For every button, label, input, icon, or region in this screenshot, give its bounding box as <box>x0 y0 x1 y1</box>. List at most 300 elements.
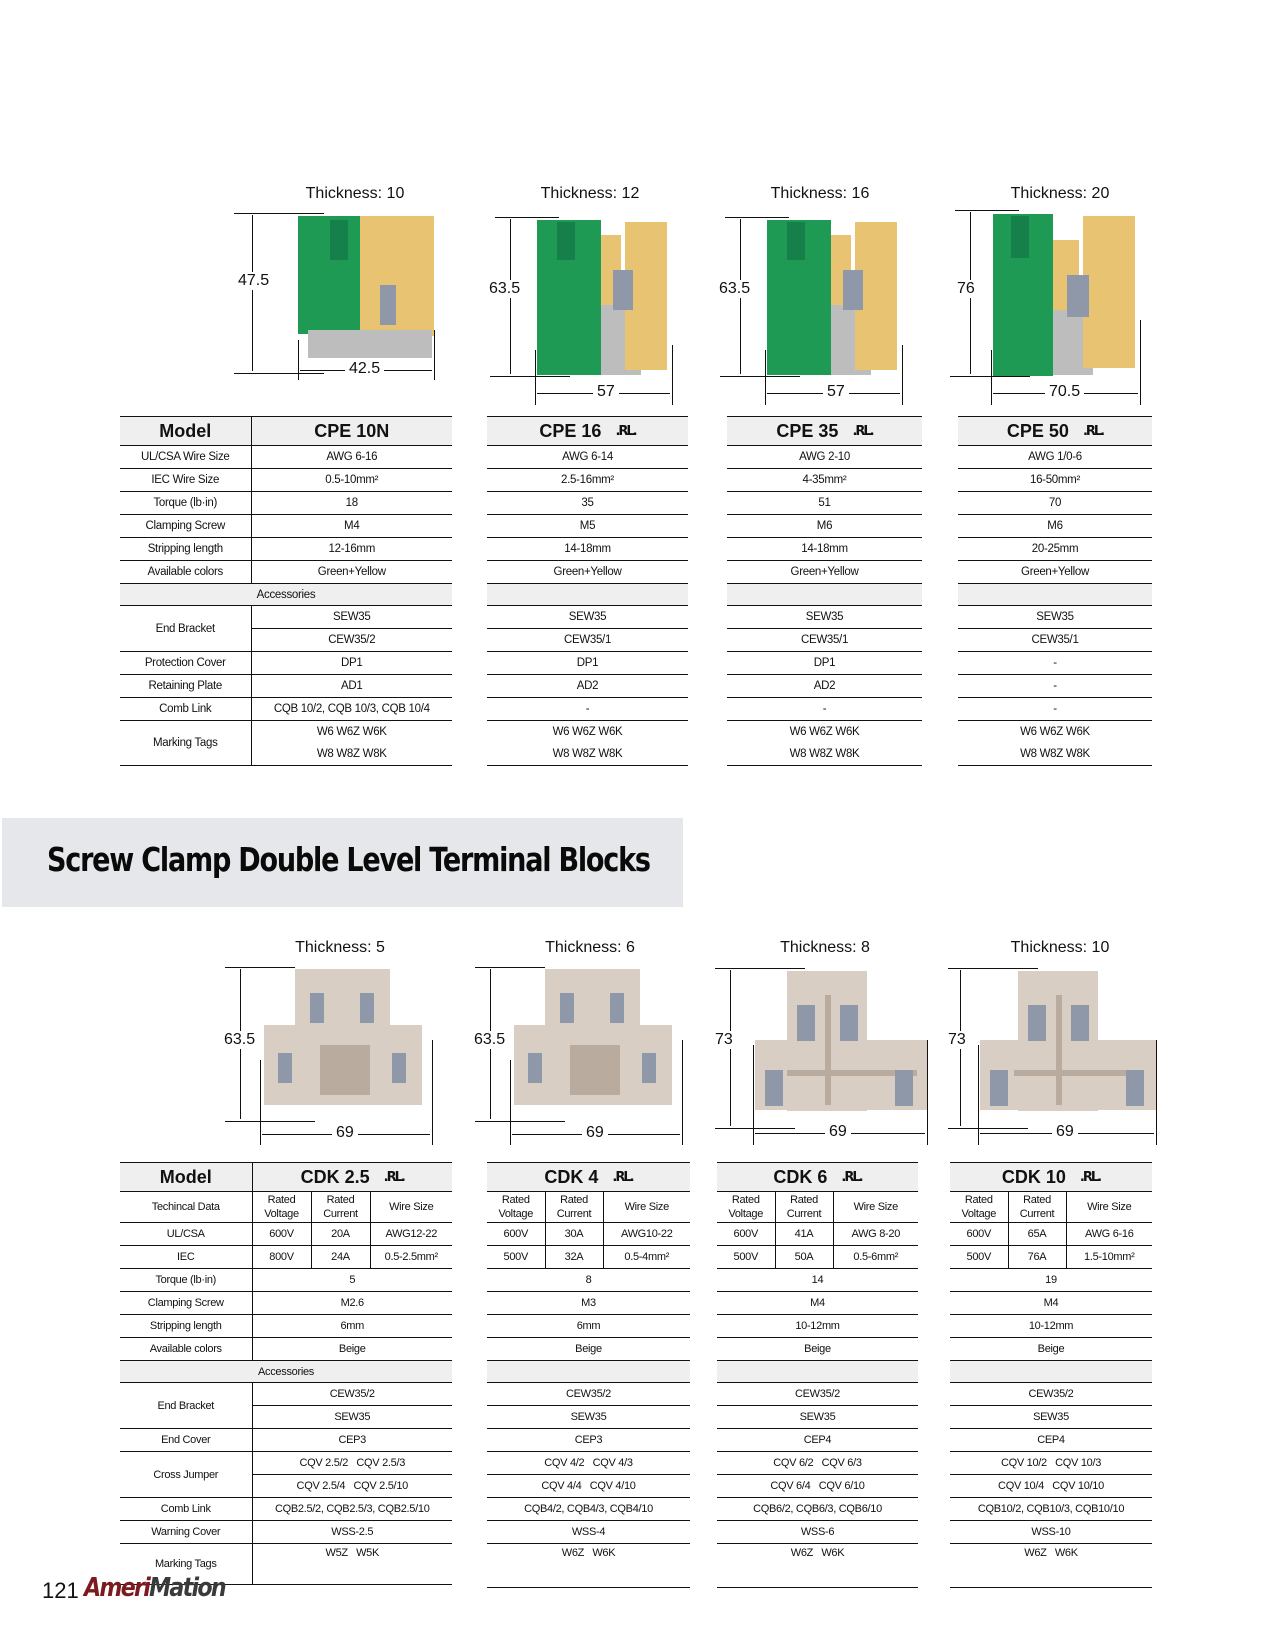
row-label: Retaining Plate <box>120 675 251 698</box>
cell-value: M3 <box>487 1292 690 1315</box>
cell-value: W8 W8Z W8K <box>487 743 688 766</box>
cell-value: - <box>958 675 1152 698</box>
column-header: Rated Voltage <box>487 1192 545 1223</box>
row-label: End Bracket <box>120 1383 252 1429</box>
dimension-line <box>682 1040 683 1145</box>
dimension-line <box>1156 1040 1157 1145</box>
brand-logo <box>84 1573 225 1603</box>
dimension-line <box>225 967 295 968</box>
spec-table-cdk-10 <box>950 1162 1152 1588</box>
figure-cdk-4 <box>470 935 690 1145</box>
cell-value: 6mm <box>252 1315 452 1338</box>
width-dimension: 69 <box>1052 1123 1078 1141</box>
cell-value: CQB 10/2, CQB 10/3, CQB 10/4 <box>251 698 452 721</box>
row-label: Protection Cover <box>120 652 251 675</box>
cell-value: 1.5-10mm² <box>1066 1246 1152 1269</box>
cell-value: 12-16mm <box>251 538 452 561</box>
column-header: Wire Size <box>370 1192 452 1223</box>
terminal-block-image <box>380 285 396 325</box>
dimension-line <box>720 376 800 377</box>
width-dimension: 57 <box>593 383 619 401</box>
cell-value: 600V <box>950 1223 1008 1246</box>
terminal-block-image <box>308 330 432 358</box>
cell-value: CQV 2.5/2 CQV 2.5/3 <box>252 1452 452 1475</box>
thickness-label: Thickness: 16 <box>770 185 870 202</box>
terminal-block-image <box>613 270 633 310</box>
model-name: CPE 16 .RL. <box>487 417 688 446</box>
cell-value: AWG 6-16 <box>1066 1223 1152 1246</box>
model-name: CPE 50 .RL. <box>958 417 1152 446</box>
column-header: Wire Size <box>1066 1192 1152 1223</box>
cell-value: 32A <box>545 1246 603 1269</box>
cell-value: WSS-4 <box>487 1521 690 1544</box>
cell-value: 0.5-10mm² <box>251 469 452 492</box>
cell-value: 20A <box>311 1223 370 1246</box>
figure-cpe-35 <box>715 180 925 405</box>
dimension-line <box>252 215 253 371</box>
cell-value: 8 <box>487 1269 690 1292</box>
cell-value: WSS-10 <box>950 1521 1152 1544</box>
row-label: Clamping Screw <box>120 1292 252 1315</box>
terminal-block-image <box>1083 216 1135 368</box>
row-label: Stripping length <box>120 1315 252 1338</box>
row-label: Techincal Data <box>120 1192 252 1223</box>
ul-listed-icon: .RL. <box>1082 423 1104 439</box>
cell-value: Green+Yellow <box>487 561 688 584</box>
dimension-line <box>715 968 805 969</box>
width-dimension: 57 <box>823 383 849 401</box>
terminal-block-image <box>528 1053 542 1083</box>
cell-value: Green+Yellow <box>727 561 922 584</box>
row-label: Cross Jumper <box>120 1452 252 1498</box>
cell-value: 2.5-16mm² <box>487 469 688 492</box>
cell-value: W6 W6Z W6K <box>552 726 623 738</box>
cell-value: CEW35/2 <box>717 1383 918 1406</box>
cell-value: 14-18mm <box>727 538 922 561</box>
cell-value: CQB6/2, CQB6/3, CQB6/10 <box>717 1498 918 1521</box>
accessories-blank <box>487 1361 690 1383</box>
dimension-line <box>950 376 1030 377</box>
terminal-block-image <box>360 216 434 336</box>
cell-value: - <box>727 698 922 721</box>
figure-cdk-2-5 <box>220 935 440 1145</box>
cell-value: 76A <box>1008 1246 1066 1269</box>
dimension-line <box>902 345 903 405</box>
model-name: CDK 2.5 .RL. <box>252 1163 452 1192</box>
cell-value: AWG 6-14 <box>487 446 688 469</box>
cell-value: SEW35 <box>717 1406 918 1429</box>
accessories-heading: Accessories <box>120 1361 452 1383</box>
dimension-line <box>234 373 324 374</box>
spec-table-cpe-50 <box>958 416 1152 766</box>
terminal-block-image <box>310 993 324 1023</box>
figure-cpe-10n <box>230 180 450 380</box>
cell-value: W6Z W6K <box>487 1544 690 1588</box>
cell-value: W6 W6Z W6K <box>1020 726 1090 738</box>
dimension-line <box>948 1128 1028 1129</box>
terminal-block-image <box>895 1070 913 1106</box>
terminal-block-image <box>560 993 574 1023</box>
thickness-label: Thickness: 10 <box>1010 939 1110 956</box>
row-label: UL/CSA <box>120 1223 252 1246</box>
cell-value: CEP4 <box>950 1429 1152 1452</box>
cell-value: 65A <box>1008 1223 1066 1246</box>
cell-value: CEW35/2 <box>252 1383 452 1406</box>
terminal-block-image <box>392 1053 406 1083</box>
terminal-block-image <box>360 993 374 1023</box>
cell-value: CQV 4/4 CQV 4/10 <box>487 1475 690 1498</box>
cell-value: AWG 6-16 <box>251 446 452 469</box>
cell-value: 500V <box>487 1246 545 1269</box>
cell-value: 600V <box>487 1223 545 1246</box>
section-title: Screw Clamp Double Level Terminal Blocks <box>47 840 650 879</box>
cell-value: SEW35 <box>251 606 452 629</box>
cell-value: M4 <box>950 1292 1152 1315</box>
row-label: Stripping length <box>120 538 251 561</box>
cell-value: 18 <box>251 492 452 515</box>
cell-value: AWG10-22 <box>603 1223 690 1246</box>
cell-value: AD2 <box>727 675 922 698</box>
height-dimension: 63.5 <box>474 1031 506 1048</box>
column-header: Rated Voltage <box>950 1192 1008 1223</box>
dimension-line <box>490 376 570 377</box>
cell-value: 0.5-2.5mm² <box>370 1246 452 1269</box>
cell-value: Beige <box>487 1338 690 1361</box>
width-dimension: 69 <box>582 1124 608 1142</box>
ul-listed-icon: .RL. <box>852 423 873 439</box>
accessories-blank <box>958 584 1152 606</box>
cell-value: CQV 10/4 CQV 10/10 <box>950 1475 1152 1498</box>
model-name: CDK 4 .RL. <box>487 1163 690 1192</box>
column-header: Rated Current <box>1008 1192 1066 1223</box>
cell-value: 0.5-4mm² <box>603 1246 690 1269</box>
row-label: Comb Link <box>120 698 251 721</box>
cell-value: - <box>958 652 1152 675</box>
accessories-heading: Accessories <box>120 584 452 606</box>
figure-cdk-10 <box>940 935 1170 1150</box>
cell-value: DP1 <box>487 652 688 675</box>
accessories-blank <box>950 1361 1152 1383</box>
terminal-block-image <box>825 995 831 1105</box>
cell-value: WSS-6 <box>717 1521 918 1544</box>
cell-value: 41A <box>775 1223 833 1246</box>
cell-value: M2.6 <box>252 1292 452 1315</box>
thickness-label: Thickness: 8 <box>780 939 870 956</box>
model-name: CDK 6 .RL. <box>717 1163 918 1192</box>
terminal-block-image <box>570 1045 620 1095</box>
dimension-line <box>434 330 435 380</box>
model-name: CPE 35 .RL. <box>727 417 922 446</box>
table-row <box>120 721 452 744</box>
cell-value: CQB10/2, CQB10/3, CQB10/10 <box>950 1498 1152 1521</box>
cell-value: - <box>958 698 1152 721</box>
cell-value: W8 W8Z W8K <box>251 743 452 766</box>
cell-value: W5Z W5K <box>252 1544 452 1585</box>
cell-value: WSS-2.5 <box>252 1521 452 1544</box>
logo-part-mation: Mation <box>149 1573 225 1603</box>
cell-value: SEW35 <box>487 1406 690 1429</box>
cell-value: Beige <box>717 1338 918 1361</box>
cell-value: M6 <box>727 515 922 538</box>
cell-value: SEW35 <box>958 606 1152 629</box>
cell-value: AD1 <box>251 675 452 698</box>
cell-value: CQV 6/2 CQV 6/3 <box>717 1452 918 1475</box>
ul-listed-icon: .RL. <box>612 1169 633 1185</box>
column-header: Rated Voltage <box>717 1192 775 1223</box>
table-row <box>120 446 452 469</box>
cell-value: CEP3 <box>252 1429 452 1452</box>
thickness-label: Thickness: 20 <box>1010 185 1110 202</box>
accessories-row <box>120 584 452 606</box>
cell-value: CEW35/1 <box>727 629 922 652</box>
figure-cdk-6 <box>705 935 935 1150</box>
dimension-line <box>715 1128 795 1129</box>
cell-value: M5 <box>487 515 688 538</box>
cell-value: W6 W6Z W6K <box>789 726 860 738</box>
table-row <box>120 561 452 584</box>
cell-value: CQV 2.5/4 CQV 2.5/10 <box>252 1475 452 1498</box>
cell-value: AWG 8-20 <box>833 1223 918 1246</box>
dimension-line <box>298 340 299 380</box>
dimension-line <box>948 968 1038 969</box>
ul-listed-icon: .RL. <box>841 1169 862 1185</box>
cell-value: W6Z W6K <box>950 1544 1152 1588</box>
spec-table-cdk-2-5 <box>120 1162 452 1585</box>
cell-value: CEP4 <box>717 1429 918 1452</box>
row-label: UL/CSA Wire Size <box>120 446 251 469</box>
cell-value: M4 <box>717 1292 918 1315</box>
column-header: Wire Size <box>833 1192 918 1223</box>
cell-value: Green+Yellow <box>958 561 1152 584</box>
table-row <box>120 606 452 629</box>
spec-table-cdk-4 <box>487 1162 690 1588</box>
cell-value: W8 W8Z W8K <box>958 743 1152 766</box>
terminal-block-image <box>843 270 863 310</box>
terminal-block-image <box>642 1053 656 1083</box>
row-label: IEC <box>120 1246 252 1269</box>
cell-value: CQB2.5/2, CQB2.5/3, CQB2.5/10 <box>252 1498 452 1521</box>
table-row <box>120 698 452 721</box>
terminal-block-image <box>330 220 348 260</box>
cell-value: 500V <box>950 1246 1008 1269</box>
height-dimension: 73 <box>715 1031 733 1048</box>
terminal-block-image <box>840 1005 858 1041</box>
model-label: Model <box>120 1163 252 1192</box>
cell-value: CEW35/2 <box>487 1383 690 1406</box>
height-dimension: 63.5 <box>224 1031 256 1048</box>
cell-value: SEW35 <box>950 1406 1152 1429</box>
table-row <box>120 652 452 675</box>
cell-value: 30A <box>545 1223 603 1246</box>
dimension-line <box>475 1121 565 1122</box>
dimension-line <box>260 1060 261 1145</box>
cell-value: 800V <box>252 1246 311 1269</box>
cell-value: W6 W6Z W6K <box>316 726 387 738</box>
column-header: Rated Current <box>545 1192 603 1223</box>
terminal-block-image <box>298 216 360 334</box>
cell-value: 10-12mm <box>950 1315 1152 1338</box>
cell-value: DP1 <box>727 652 922 675</box>
row-label: End Cover <box>120 1429 252 1452</box>
terminal-block-image <box>1126 1070 1144 1106</box>
cell-value: CQV 6/4 CQV 6/10 <box>717 1475 918 1498</box>
terminal-block-image <box>557 222 575 260</box>
dimension-line <box>991 350 992 405</box>
dimension-line <box>510 1060 511 1145</box>
dimension-line <box>672 345 673 405</box>
row-label: Clamping Screw <box>120 515 251 538</box>
table-row <box>120 515 452 538</box>
thickness-label: Thickness: 5 <box>295 939 385 956</box>
cell-value: 14-18mm <box>487 538 688 561</box>
cell-value: 600V <box>252 1223 311 1246</box>
column-header: Rated Current <box>775 1192 833 1223</box>
cell-value: CEW35/1 <box>958 629 1152 652</box>
cell-value: W6Z W6K <box>717 1544 918 1588</box>
cell-value: SEW35 <box>487 606 688 629</box>
dimension-line <box>535 350 536 405</box>
row-label: End Bracket <box>120 606 251 652</box>
terminal-block-image <box>320 1045 370 1095</box>
row-label: Torque (lb·in) <box>120 1269 252 1292</box>
model-label: Model <box>120 417 251 446</box>
column-header: Wire Size <box>603 1192 690 1223</box>
cell-value: 35 <box>487 492 688 515</box>
terminal-block-image <box>278 1053 292 1083</box>
cell-value: AD2 <box>487 675 688 698</box>
cell-value: 20-25mm <box>958 538 1152 561</box>
dimension-line <box>432 1040 433 1145</box>
width-dimension: 69 <box>332 1124 358 1142</box>
cell-value: DP1 <box>251 652 452 675</box>
cell-value: Beige <box>252 1338 452 1361</box>
dimension-line <box>225 1121 315 1122</box>
height-dimension: 63.5 <box>719 280 751 297</box>
cell-value: Beige <box>950 1338 1152 1361</box>
height-dimension: 73 <box>948 1031 966 1048</box>
width-dimension: 42.5 <box>345 360 384 378</box>
dimension-line <box>475 967 545 968</box>
cell-value: CEW35/1 <box>487 629 688 652</box>
thickness-label: Thickness: 12 <box>540 185 640 202</box>
cell-value: 6mm <box>487 1315 690 1338</box>
cell-value: - <box>487 698 688 721</box>
spec-table-cpe-35 <box>727 416 922 766</box>
cell-value: M6 <box>958 515 1152 538</box>
height-dimension: 76 <box>957 280 975 297</box>
width-dimension: 69 <box>825 1123 851 1141</box>
ul-listed-icon: .RL. <box>615 423 636 439</box>
terminal-block-image <box>1056 995 1062 1105</box>
cell-value: M4 <box>251 515 452 538</box>
thickness-label: Thickness: 6 <box>545 939 635 956</box>
terminal-block-image <box>990 1070 1008 1106</box>
section-banner <box>2 818 683 907</box>
terminal-block-image <box>1067 275 1089 317</box>
dimension-line <box>753 1045 754 1145</box>
terminal-block-image <box>1071 1005 1089 1041</box>
table-header-row <box>120 417 452 446</box>
height-dimension: 63.5 <box>489 280 521 297</box>
ul-listed-icon: .RL. <box>383 1169 404 1185</box>
cell-value: 50A <box>775 1246 833 1269</box>
column-header: Rated Current <box>311 1192 370 1223</box>
cell-value: 5 <box>252 1269 452 1292</box>
row-label: Available colors <box>120 561 251 584</box>
accessories-blank <box>487 584 688 606</box>
dimension-line <box>1140 320 1141 405</box>
cell-value: SEW35 <box>727 606 922 629</box>
table-row <box>120 492 452 515</box>
ul-listed-icon: .RL. <box>1079 1169 1101 1185</box>
cell-value: 4-35mm² <box>727 469 922 492</box>
spec-table-cpe-10n <box>120 416 452 766</box>
cell-value: 500V <box>717 1246 775 1269</box>
terminal-block-image <box>1028 1005 1046 1041</box>
cell-value: AWG12-22 <box>370 1223 452 1246</box>
dimension-line <box>955 210 1019 211</box>
height-dimension: 47.5 <box>238 272 270 289</box>
spec-table-cpe-16 <box>487 416 688 766</box>
model-name: CDK 10 .RL. <box>950 1163 1152 1192</box>
accessories-blank <box>717 1361 918 1383</box>
dimension-line <box>765 350 766 405</box>
terminal-block-image <box>1014 1070 1144 1076</box>
cell-value: 16-50mm² <box>958 469 1152 492</box>
dimension-line <box>725 217 789 218</box>
cell-value: AWG 1/0-6 <box>958 446 1152 469</box>
dimension-line <box>927 1040 928 1145</box>
cell-value: AWG 2-10 <box>727 446 922 469</box>
cell-value: CQB4/2, CQB4/3, CQB4/10 <box>487 1498 690 1521</box>
logo-part-ameri: Ameri <box>84 1573 150 1603</box>
cell-value: 14 <box>717 1269 918 1292</box>
table-row <box>120 469 452 492</box>
cell-value: Green+Yellow <box>251 561 452 584</box>
row-label: IEC Wire Size <box>120 469 251 492</box>
accessories-blank <box>727 584 922 606</box>
cell-value: 70 <box>958 492 1152 515</box>
row-label: Available colors <box>120 1338 252 1361</box>
cell-value: 10-12mm <box>717 1315 918 1338</box>
cell-value: CQV 4/2 CQV 4/3 <box>487 1452 690 1475</box>
cell-value: CEW35/2 <box>251 629 452 652</box>
table-row <box>120 538 452 561</box>
terminal-block-image <box>610 993 624 1023</box>
cell-value: CEP3 <box>487 1429 690 1452</box>
width-dimension: 70.5 <box>1045 383 1084 401</box>
row-label: Torque (lb·in) <box>120 492 251 515</box>
spec-table-cdk-6 <box>717 1162 918 1588</box>
cell-value: SEW35 <box>252 1406 452 1429</box>
cell-value: CQV 10/2 CQV 10/3 <box>950 1452 1152 1475</box>
page-number: 121 <box>42 1578 79 1603</box>
row-label: Marking Tags <box>120 1544 252 1585</box>
thickness-label: Thickness: 10 <box>305 185 405 202</box>
dimension-line <box>495 217 559 218</box>
figure-cpe-50 <box>945 180 1155 405</box>
cell-value: W8 W8Z W8K <box>727 743 922 766</box>
cell-value: CEW35/2 <box>950 1383 1152 1406</box>
cell-value: 19 <box>950 1269 1152 1292</box>
row-label: Warning Cover <box>120 1521 252 1544</box>
row-label: Marking Tags <box>120 721 251 766</box>
terminal-block-image <box>765 1070 783 1106</box>
table-row <box>120 675 452 698</box>
model-name: CPE 10N <box>251 417 452 446</box>
terminal-block-image <box>787 222 805 260</box>
column-header: Rated Voltage <box>252 1192 311 1223</box>
